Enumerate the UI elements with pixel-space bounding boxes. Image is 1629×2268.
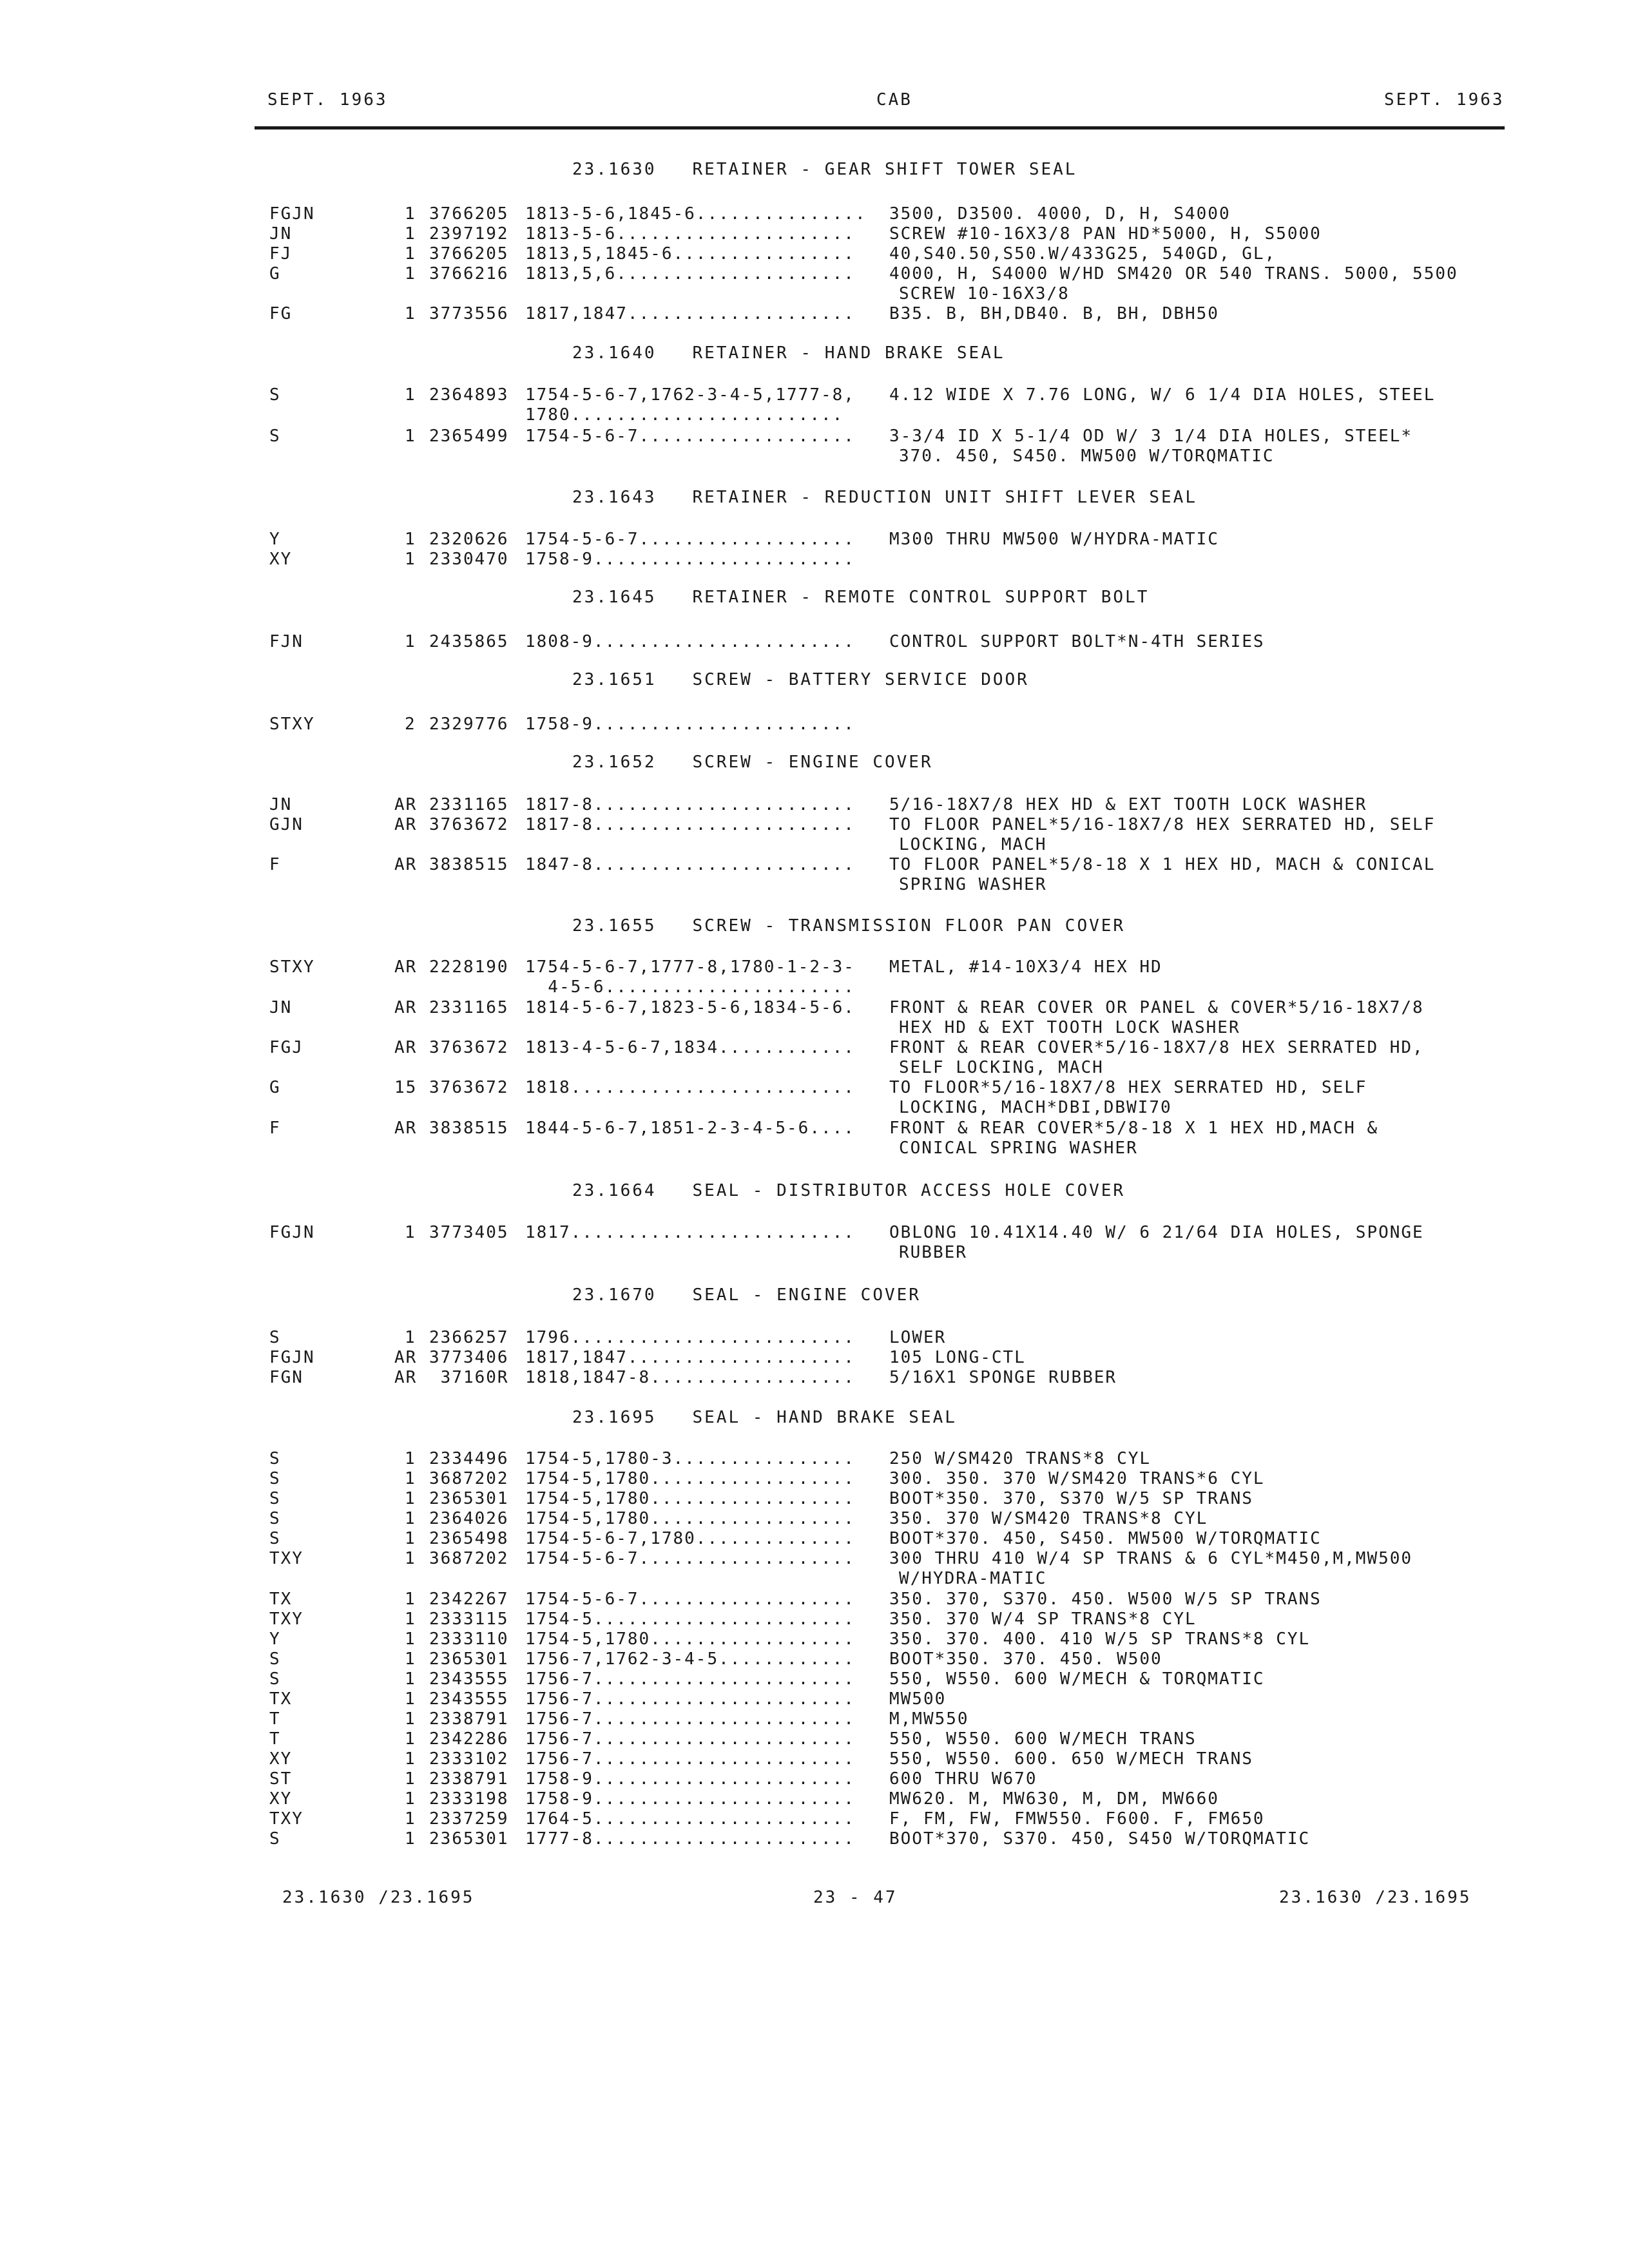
part-number: 3687202 bbox=[429, 1549, 509, 1568]
part-number: 3773556 bbox=[429, 304, 509, 323]
model-codes-continued: 1780........................ bbox=[525, 405, 844, 425]
model-codes: 1817......................... bbox=[525, 1223, 855, 1242]
description: 3500, D3500. 4000, D, H, S4000 bbox=[889, 204, 1231, 224]
quantity: AR bbox=[394, 1119, 418, 1138]
part-number: 2334496 bbox=[429, 1449, 509, 1468]
quantity: 15 bbox=[394, 1078, 418, 1097]
footer-page-number: 23 - 47 bbox=[813, 1888, 898, 1907]
description: 5/16X1 SPONGE RUBBER bbox=[889, 1368, 1117, 1387]
section-heading: 23.1643 RETAINER - REDUCTION UNIT SHIFT LEVER SEAL bbox=[572, 488, 1197, 507]
part-number: 3763672 bbox=[429, 815, 509, 834]
series-code: S bbox=[269, 1829, 281, 1849]
model-codes: 1764-5....................... bbox=[525, 1809, 855, 1829]
series-code: G bbox=[269, 264, 281, 284]
series-code: TXY bbox=[269, 1809, 304, 1829]
part-number: 2365498 bbox=[429, 1529, 509, 1548]
description: TO FLOOR PANEL*5/8-18 X 1 HEX HD, MACH & CONICAL bbox=[889, 855, 1436, 874]
part-number: 2333102 bbox=[429, 1749, 509, 1769]
series-code: S bbox=[269, 1509, 281, 1528]
model-codes: 1756-7....................... bbox=[525, 1669, 855, 1689]
quantity: AR bbox=[394, 998, 418, 1017]
series-code: STXY bbox=[269, 715, 315, 734]
quantity: 1 bbox=[405, 1223, 416, 1242]
quantity: 1 bbox=[405, 1749, 416, 1769]
part-number: 2333110 bbox=[429, 1629, 509, 1649]
description: 300 THRU 410 W/4 SP TRANS & 6 CYL*M450,M,MW500 bbox=[889, 1549, 1413, 1568]
description: CONTROL SUPPORT BOLT*N-4TH SERIES bbox=[889, 632, 1265, 651]
description: OBLONG 10.41X14.40 W/ 6 21/64 DIA HOLES, SPONGE bbox=[889, 1223, 1424, 1242]
section-heading: 23.1652 SCREW - ENGINE COVER bbox=[572, 753, 933, 772]
quantity: 1 bbox=[405, 530, 416, 549]
model-codes: 1796......................... bbox=[525, 1328, 855, 1347]
description: F, FM, FW, FMW550. F600. F, FM650 bbox=[889, 1809, 1265, 1829]
description: 5/16-18X7/8 HEX HD & EXT TOOTH LOCK WASHER bbox=[889, 795, 1367, 814]
part-number: 2331165 bbox=[429, 795, 509, 814]
part-number: 2228190 bbox=[429, 957, 509, 977]
model-codes: 1754-5-6-7................... bbox=[525, 530, 855, 549]
model-codes: 1813,5,6..................... bbox=[525, 264, 855, 284]
series-code: XY bbox=[269, 1789, 293, 1809]
part-number: 37160R bbox=[429, 1368, 509, 1387]
quantity: 1 bbox=[405, 1590, 416, 1609]
series-code: G bbox=[269, 1078, 281, 1097]
description-continued: HEX HD & EXT TOOTH LOCK WASHER bbox=[899, 1018, 1240, 1037]
model-codes: 1817,1847.................... bbox=[525, 1348, 855, 1367]
model-codes: 1754-5,1780.................. bbox=[525, 1629, 855, 1649]
series-code: TX bbox=[269, 1689, 293, 1709]
part-number: 3763672 bbox=[429, 1038, 509, 1057]
part-number: 2365301 bbox=[429, 1649, 509, 1669]
description: 350. 370 W/SM420 TRANS*8 CYL bbox=[889, 1509, 1208, 1528]
quantity: 1 bbox=[405, 1449, 416, 1468]
series-code: TXY bbox=[269, 1549, 304, 1568]
quantity: AR bbox=[394, 795, 418, 814]
description-continued: CONICAL SPRING WASHER bbox=[899, 1139, 1138, 1158]
model-codes: 1813-4-5-6-7,1834............ bbox=[525, 1038, 855, 1057]
quantity: 1 bbox=[405, 1610, 416, 1629]
section-heading: 23.1695 SEAL - HAND BRAKE SEAL bbox=[572, 1408, 957, 1427]
quantity: 1 bbox=[405, 632, 416, 651]
model-codes: 1754-5-6-7................... bbox=[525, 1590, 855, 1609]
description: MW500 bbox=[889, 1689, 947, 1709]
model-codes: 1777-8....................... bbox=[525, 1829, 855, 1849]
series-code: GJN bbox=[269, 815, 304, 834]
series-code: JN bbox=[269, 998, 293, 1017]
series-code: JN bbox=[269, 795, 293, 814]
part-number: 2333198 bbox=[429, 1789, 509, 1809]
quantity: AR bbox=[394, 815, 418, 834]
part-number: 2338791 bbox=[429, 1769, 509, 1789]
part-number: 2366257 bbox=[429, 1328, 509, 1347]
description: LOWER bbox=[889, 1328, 947, 1347]
series-code: FGJ bbox=[269, 1038, 304, 1057]
quantity: AR bbox=[394, 1368, 418, 1387]
series-code: TX bbox=[269, 1590, 293, 1609]
part-number: 3773406 bbox=[429, 1348, 509, 1367]
quantity: 1 bbox=[405, 1729, 416, 1749]
quantity: 1 bbox=[405, 1809, 416, 1829]
description: 40,S40.50,S50.W/433G25, 540GD, GL, bbox=[889, 244, 1277, 264]
quantity: 1 bbox=[405, 1649, 416, 1669]
model-codes: 1758-9....................... bbox=[525, 550, 855, 569]
model-codes: 1818......................... bbox=[525, 1078, 855, 1097]
model-codes: 1754-5-6-7,1780.............. bbox=[525, 1529, 855, 1548]
series-code: XY bbox=[269, 550, 293, 569]
description: 350. 370, S370. 450. W500 W/5 SP TRANS bbox=[889, 1590, 1322, 1609]
quantity: 1 bbox=[405, 385, 416, 405]
quantity: 1 bbox=[405, 1489, 416, 1508]
quantity: AR bbox=[394, 1038, 418, 1057]
model-codes: 1844-5-6-7,1851-2-3-4-5-6.... bbox=[525, 1119, 855, 1138]
model-codes: 1754-5,1780-3................ bbox=[525, 1449, 855, 1468]
series-code: S bbox=[269, 1489, 281, 1508]
series-code: S bbox=[269, 1449, 281, 1468]
model-codes: 1756-7....................... bbox=[525, 1749, 855, 1769]
quantity: 1 bbox=[405, 1629, 416, 1649]
part-number: 3766216 bbox=[429, 264, 509, 284]
description: 350. 370 W/4 SP TRANS*8 CYL bbox=[889, 1610, 1197, 1629]
description: 105 LONG-CTL bbox=[889, 1348, 1026, 1367]
model-codes: 1813-5-6..................... bbox=[525, 224, 855, 244]
part-number: 2338791 bbox=[429, 1709, 509, 1729]
series-code: FJ bbox=[269, 244, 293, 264]
series-code: S bbox=[269, 1669, 281, 1689]
part-number: 2342286 bbox=[429, 1729, 509, 1749]
description: FRONT & REAR COVER*5/16-18X7/8 HEX SERRATED HD, bbox=[889, 1038, 1424, 1057]
model-codes: 1754-5,1780.................. bbox=[525, 1469, 855, 1488]
description-continued: RUBBER bbox=[899, 1243, 967, 1262]
model-codes: 1817-8....................... bbox=[525, 815, 855, 834]
series-code: T bbox=[269, 1709, 281, 1729]
section-heading: 23.1664 SEAL - DISTRIBUTOR ACCESS HOLE COVER bbox=[572, 1181, 1126, 1200]
part-number: 2342267 bbox=[429, 1590, 509, 1609]
part-number: 2365499 bbox=[429, 427, 509, 446]
part-number: 2397192 bbox=[429, 224, 509, 244]
series-code: S bbox=[269, 385, 281, 405]
model-codes: 1813-5-6,1845-6............... bbox=[525, 204, 867, 224]
description-continued: SCREW 10-16X3/8 bbox=[899, 284, 1070, 303]
series-code: T bbox=[269, 1729, 281, 1749]
series-code: XY bbox=[269, 1749, 293, 1769]
model-codes: 1756-7....................... bbox=[525, 1709, 855, 1729]
description: 4.12 WIDE X 7.76 LONG, W/ 6 1/4 DIA HOLES, STEEL bbox=[889, 385, 1436, 405]
description: 300. 350. 370 W/SM420 TRANS*6 CYL bbox=[889, 1469, 1265, 1488]
description-continued: 370. 450, S450. MW500 W/TORQMATIC bbox=[899, 447, 1275, 466]
part-number: 2365301 bbox=[429, 1489, 509, 1508]
header-title: CAB bbox=[876, 90, 912, 110]
quantity: 1 bbox=[405, 1529, 416, 1548]
quantity: 1 bbox=[405, 1709, 416, 1729]
description: SCREW #10-16X3/8 PAN HD*5000, H, S5000 bbox=[889, 224, 1322, 244]
series-code: STXY bbox=[269, 957, 315, 977]
description: FRONT & REAR COVER OR PANEL & COVER*5/16-18X7/8 bbox=[889, 998, 1424, 1017]
section-heading: 23.1651 SCREW - BATTERY SERVICE DOOR bbox=[572, 670, 1029, 689]
quantity: 1 bbox=[405, 1509, 416, 1528]
quantity: 1 bbox=[405, 224, 416, 244]
description: BOOT*370, S370. 450, S450 W/TORQMATIC bbox=[889, 1829, 1311, 1849]
description: FRONT & REAR COVER*5/8-18 X 1 HEX HD,MACH & bbox=[889, 1119, 1379, 1138]
model-codes: 1754-5-6-7,1762-3-4-5,1777-8, bbox=[525, 385, 855, 405]
model-codes: 1754-5-6-7................... bbox=[525, 427, 855, 446]
part-number: 3766205 bbox=[429, 204, 509, 224]
description-continued: SELF LOCKING, MACH bbox=[899, 1058, 1104, 1077]
section-heading: 23.1630 RETAINER - GEAR SHIFT TOWER SEAL bbox=[572, 160, 1077, 179]
header-rule bbox=[255, 126, 1505, 130]
part-number: 2331165 bbox=[429, 998, 509, 1017]
model-codes: 1847-8....................... bbox=[525, 855, 855, 874]
description-continued: LOCKING, MACH*DBI,DBWI70 bbox=[899, 1098, 1172, 1117]
description: 550, W550. 600. 650 W/MECH TRANS bbox=[889, 1749, 1253, 1769]
model-codes: 1758-9....................... bbox=[525, 1769, 855, 1789]
quantity: 1 bbox=[405, 1549, 416, 1568]
description: 550, W550. 600 W/MECH TRANS bbox=[889, 1729, 1197, 1749]
part-number: 2435865 bbox=[429, 632, 509, 651]
part-number: 2364893 bbox=[429, 385, 509, 405]
model-codes: 1813,5,1845-6................ bbox=[525, 244, 855, 264]
quantity: 1 bbox=[405, 264, 416, 284]
series-code: F bbox=[269, 1119, 281, 1138]
description: B35. B, BH,DB40. B, BH, DBH50 bbox=[889, 304, 1219, 323]
description: TO FLOOR*5/16-18X7/8 HEX SERRATED HD, SELF bbox=[889, 1078, 1367, 1097]
description: 250 W/SM420 TRANS*8 CYL bbox=[889, 1449, 1152, 1468]
header-date-left: SEPT. 1963 bbox=[267, 90, 388, 110]
description: BOOT*370. 450, S450. MW500 W/TORQMATIC bbox=[889, 1529, 1322, 1548]
part-number: 2333115 bbox=[429, 1610, 509, 1629]
part-number: 2343555 bbox=[429, 1689, 509, 1709]
series-code: FGJN bbox=[269, 1223, 315, 1242]
description-continued: LOCKING, MACH bbox=[899, 835, 1047, 854]
series-code: FGN bbox=[269, 1368, 304, 1387]
part-number: 3687202 bbox=[429, 1469, 509, 1488]
quantity: 1 bbox=[405, 204, 416, 224]
quantity: 1 bbox=[405, 1829, 416, 1849]
quantity: 1 bbox=[405, 1789, 416, 1809]
series-code: S bbox=[269, 1328, 281, 1347]
model-codes: 1818,1847-8.................. bbox=[525, 1368, 855, 1387]
series-code: S bbox=[269, 1469, 281, 1488]
quantity: 1 bbox=[405, 550, 416, 569]
description: METAL, #14-10X3/4 HEX HD bbox=[889, 957, 1162, 977]
part-number: 2320626 bbox=[429, 530, 509, 549]
section-heading: 23.1655 SCREW - TRANSMISSION FLOOR PAN COVER bbox=[572, 916, 1126, 936]
quantity: AR bbox=[394, 855, 418, 874]
model-codes: 1754-5,1780.................. bbox=[525, 1489, 855, 1508]
model-codes: 1814-5-6-7,1823-5-6,1834-5-6. bbox=[525, 998, 855, 1017]
part-number: 3766205 bbox=[429, 244, 509, 264]
model-codes-continued: 4-5-6...................... bbox=[525, 977, 855, 997]
model-codes: 1817,1847.................... bbox=[525, 304, 855, 323]
quantity: 1 bbox=[405, 1469, 416, 1488]
description: MW620. M, MW630, M, DM, MW660 bbox=[889, 1789, 1219, 1809]
series-code: TXY bbox=[269, 1610, 304, 1629]
model-codes: 1756-7,1762-3-4-5............ bbox=[525, 1649, 855, 1669]
model-codes: 1758-9....................... bbox=[525, 715, 855, 734]
footer-range-left: 23.1630 /23.1695 bbox=[282, 1888, 475, 1907]
part-number: 3838515 bbox=[429, 1119, 509, 1138]
model-codes: 1754-5,1780.................. bbox=[525, 1509, 855, 1528]
series-code: JN bbox=[269, 224, 293, 244]
series-code: FJN bbox=[269, 632, 304, 651]
quantity: 1 bbox=[405, 1689, 416, 1709]
series-code: S bbox=[269, 1529, 281, 1548]
description: 4000, H, S4000 W/HD SM420 OR 540 TRANS. 5000, 5500 bbox=[889, 264, 1458, 284]
description-continued: SPRING WASHER bbox=[899, 875, 1047, 894]
quantity: 1 bbox=[405, 1669, 416, 1689]
quantity: 1 bbox=[405, 427, 416, 446]
series-code: F bbox=[269, 855, 281, 874]
series-code: FGJN bbox=[269, 204, 315, 224]
header-date-right: SEPT. 1963 bbox=[1384, 90, 1505, 110]
description: M300 THRU MW500 W/HYDRA-MATIC bbox=[889, 530, 1219, 549]
part-number: 2329776 bbox=[429, 715, 509, 734]
part-number: 3763672 bbox=[429, 1078, 509, 1097]
description: 3-3/4 ID X 5-1/4 OD W/ 3 1/4 DIA HOLES, STEEL* bbox=[889, 427, 1413, 446]
description: 550, W550. 600 W/MECH & TORQMATIC bbox=[889, 1669, 1265, 1689]
section-heading: 23.1645 RETAINER - REMOTE CONTROL SUPPORT BOLT bbox=[572, 588, 1150, 607]
part-number: 2337259 bbox=[429, 1809, 509, 1829]
part-number: 2364026 bbox=[429, 1509, 509, 1528]
model-codes: 1756-7....................... bbox=[525, 1729, 855, 1749]
section-heading: 23.1670 SEAL - ENGINE COVER bbox=[572, 1285, 921, 1305]
section-heading: 23.1640 RETAINER - HAND BRAKE SEAL bbox=[572, 343, 1005, 363]
series-code: Y bbox=[269, 530, 281, 549]
quantity: 1 bbox=[405, 1328, 416, 1347]
part-number: 3773405 bbox=[429, 1223, 509, 1242]
series-code: ST bbox=[269, 1769, 293, 1789]
part-number: 2365301 bbox=[429, 1829, 509, 1849]
part-number: 3838515 bbox=[429, 855, 509, 874]
description: TO FLOOR PANEL*5/16-18X7/8 HEX SERRATED HD, SELF bbox=[889, 815, 1436, 834]
series-code: S bbox=[269, 1649, 281, 1669]
footer-range-right: 23.1630 /23.1695 bbox=[1279, 1888, 1472, 1907]
description: 600 THRU W670 bbox=[889, 1769, 1037, 1789]
series-code: FGJN bbox=[269, 1348, 315, 1367]
model-codes: 1758-9....................... bbox=[525, 1789, 855, 1809]
quantity: AR bbox=[394, 1348, 418, 1367]
description: BOOT*350. 370, S370 W/5 SP TRANS bbox=[889, 1489, 1253, 1508]
series-code: S bbox=[269, 427, 281, 446]
model-codes: 1756-7....................... bbox=[525, 1689, 855, 1709]
model-codes: 1754-5-6-7................... bbox=[525, 1549, 855, 1568]
quantity: 2 bbox=[405, 715, 416, 734]
quantity: 1 bbox=[405, 304, 416, 323]
model-codes: 1754-5....................... bbox=[525, 1610, 855, 1629]
part-number: 2330470 bbox=[429, 550, 509, 569]
description: BOOT*350. 370. 450. W500 bbox=[889, 1649, 1162, 1669]
quantity: 1 bbox=[405, 1769, 416, 1789]
part-number: 2343555 bbox=[429, 1669, 509, 1689]
description: 350. 370. 400. 410 W/5 SP TRANS*8 CYL bbox=[889, 1629, 1311, 1649]
model-codes: 1817-8....................... bbox=[525, 795, 855, 814]
quantity: 1 bbox=[405, 244, 416, 264]
description-continued: W/HYDRA-MATIC bbox=[899, 1569, 1047, 1588]
quantity: AR bbox=[394, 957, 418, 977]
series-code: FG bbox=[269, 304, 293, 323]
description: M,MW550 bbox=[889, 1709, 969, 1729]
series-code: Y bbox=[269, 1629, 281, 1649]
model-codes: 1754-5-6-7,1777-8,1780-1-2-3- bbox=[525, 957, 855, 977]
model-codes: 1808-9....................... bbox=[525, 632, 855, 651]
